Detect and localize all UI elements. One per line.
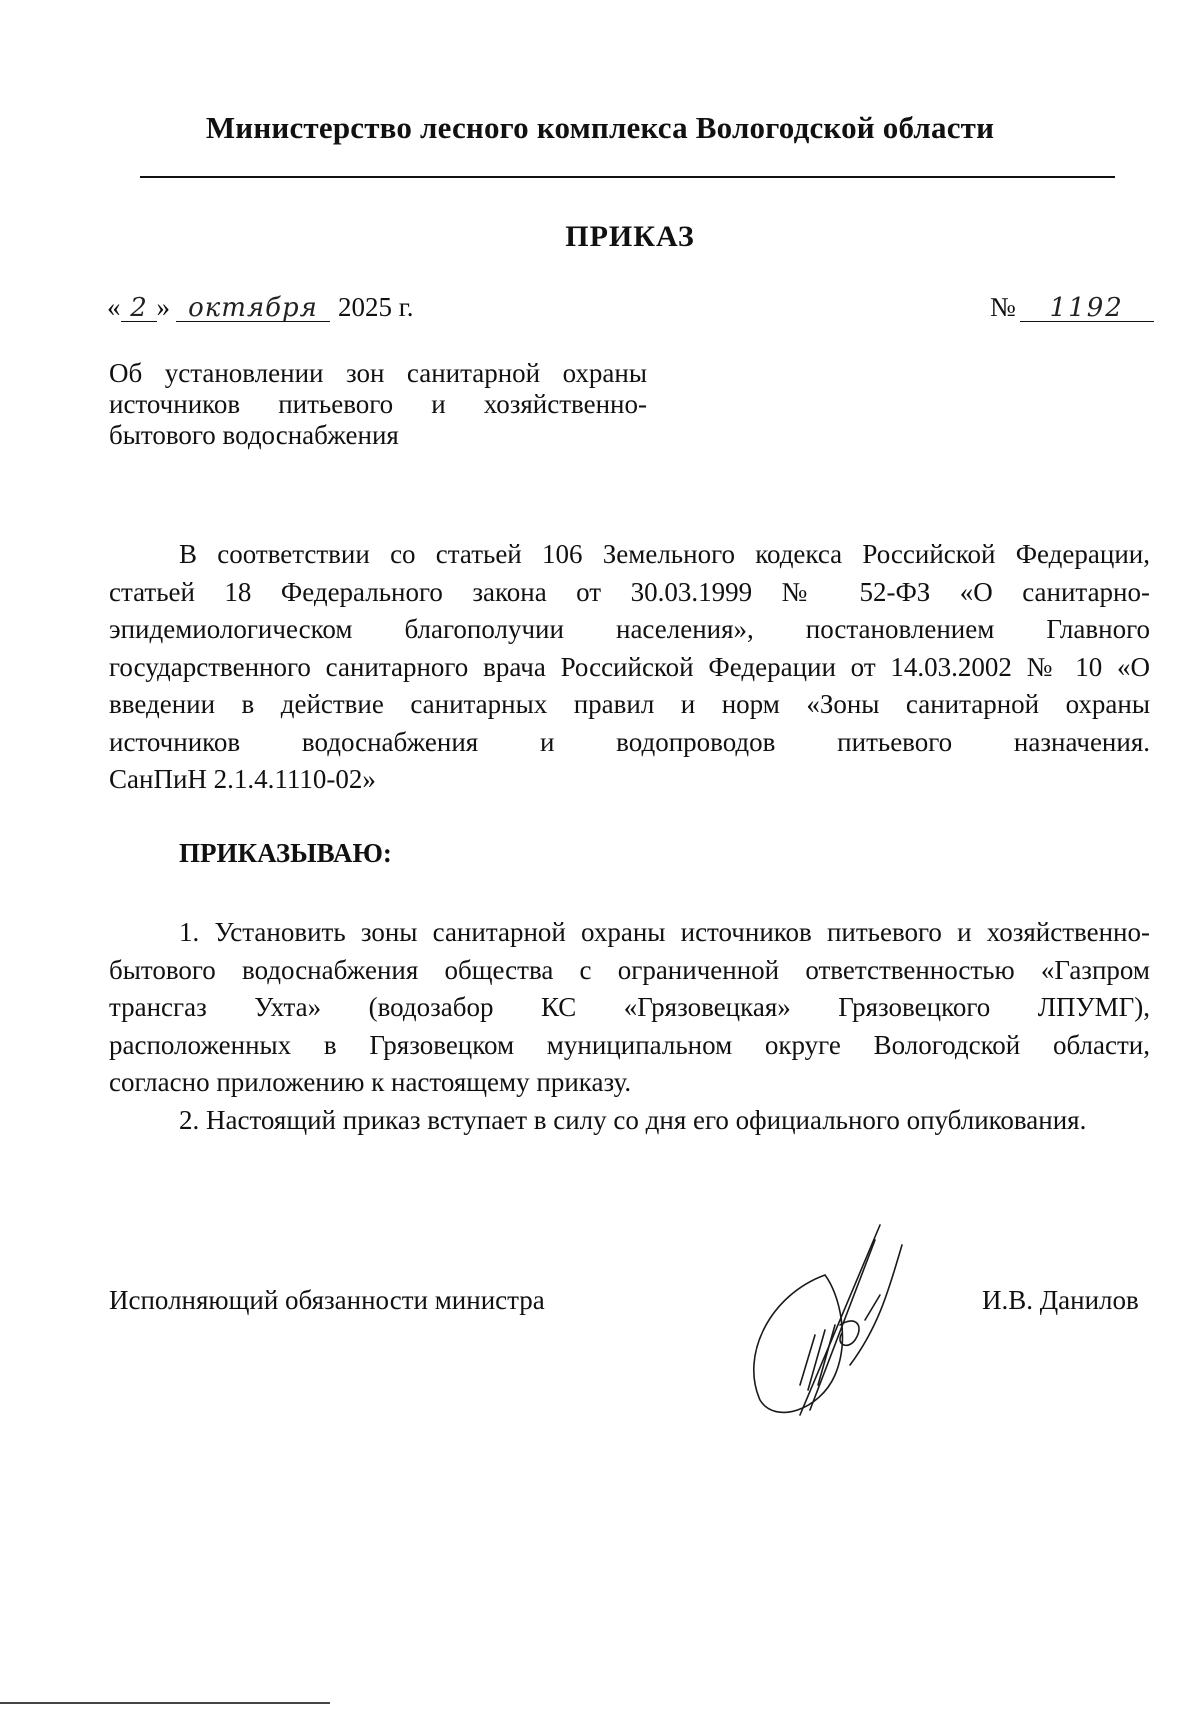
date-month: октября — [176, 295, 330, 322]
document-number — [990, 292, 1154, 323]
signer-name: И.В. Данилов — [982, 1285, 1139, 1315]
date-open-quote: « — [107, 292, 121, 322]
date-year: 2025 г. — [338, 292, 414, 322]
item-1-line: 1. Установить зоны санитарной охраны источников питьевого и хозяйственно- — [179, 917, 1150, 947]
number-value: 1192 — [1020, 295, 1154, 322]
preamble-line: государственного санитарного врача Российской Федерации от 14.03.2002 № 10 «О — [109, 651, 1150, 682]
signer-position: Исполняющий обязанности министра — [109, 1285, 545, 1315]
preamble-line: источников водоснабжения и водопроводов питьевого назначения. — [109, 726, 1150, 757]
subject-line: бытового водоснабжения — [109, 420, 399, 450]
document-date — [107, 292, 414, 323]
item-2: 2. Настоящий приказ вступает в силу со дня его официального опубликования. — [179, 1104, 1087, 1135]
document-title: ПРИКАЗ — [565, 220, 695, 253]
preamble-line: статьей 18 Федерального закона от 30.03.1999 № 52-ФЗ «О санитарно- — [109, 576, 1150, 607]
date-close-quote: » — [156, 292, 170, 322]
order-heading: ПРИКАЗЫВАЮ: — [179, 838, 392, 868]
subject-line: Об установлении зон санитарной охраны — [109, 358, 647, 388]
preamble-line: В соответствии со статьей 106 Земельного кодекса Российской Федерации, — [179, 539, 1150, 569]
item-1-line: согласно приложению к настоящему приказу. — [109, 1067, 632, 1097]
preamble-paragraph — [109, 536, 1150, 799]
header-rule — [140, 176, 1115, 178]
number-sign: № — [990, 292, 1016, 322]
preamble-line: эпидемиологическом благополучии населения», постановлением Главного — [109, 614, 1150, 644]
preamble-line: СанПиН 2.1.4.1110-02» — [109, 764, 376, 794]
footer-rule — [0, 1702, 330, 1704]
ministry-header: Министерство лесного комплекса Вологодской области — [205, 110, 995, 145]
handwritten-signature — [730, 1215, 960, 1425]
order-items — [109, 914, 1150, 1139]
preamble-line: введении в действие санитарных правил и норм «Зоны санитарной охраны — [109, 689, 1150, 719]
document-subject — [109, 358, 647, 451]
item-1-line: расположенных в Грязовецком муниципальном округе Вологодской области, — [109, 1029, 1150, 1060]
subject-line: источников питьевого и хозяйственно- — [109, 389, 647, 419]
item-1-line: бытового водоснабжения общества с ограниченной ответственностью «Газпром — [109, 954, 1150, 985]
date-day: 2 — [121, 295, 157, 322]
item-1-line: трансгаз Ухта» (водозабор КС «Грязовецкая» Грязовецкого ЛПУМГ), — [109, 992, 1150, 1022]
